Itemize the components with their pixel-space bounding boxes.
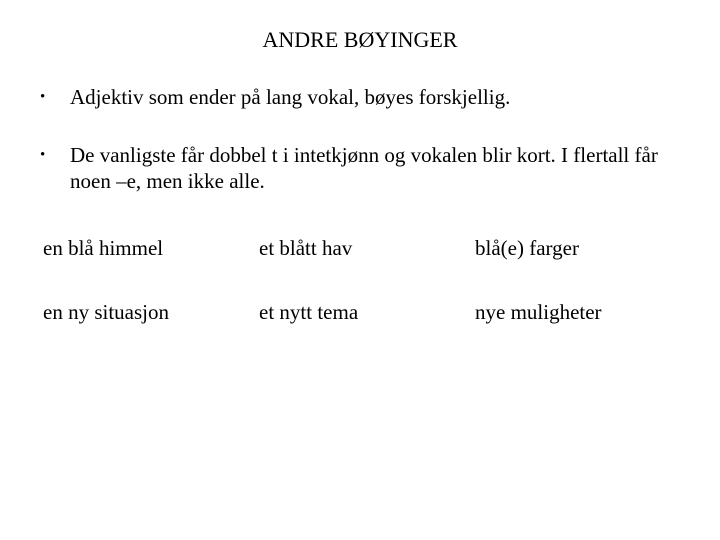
example-masculine: en ny situasjon (43, 300, 169, 324)
example-row (43, 298, 683, 326)
bullet-item (40, 142, 690, 194)
slide-title: ANDRE BØYINGER (262, 27, 458, 52)
bullet-list (40, 84, 690, 194)
example-neuter: et nytt tema (259, 300, 359, 324)
bullet-text: Adjektiv som ender på lang vokal, bøyes forskjellig. (70, 85, 511, 109)
example-row (43, 234, 683, 262)
example-neuter: et blått hav (259, 236, 353, 260)
example-plural: blå(e) farger (475, 236, 579, 260)
example-plural: nye muligheter (475, 300, 602, 324)
example-masculine: en blå himmel (43, 236, 164, 260)
bullet-item (40, 84, 690, 110)
bullet-text: De vanligste får dobbel t i intetkjønn og vokalen blir kort. I flertall får noen –e, men ikke alle. (70, 143, 658, 193)
bullet-marker: • (40, 89, 46, 105)
bullet-marker: • (40, 147, 46, 163)
